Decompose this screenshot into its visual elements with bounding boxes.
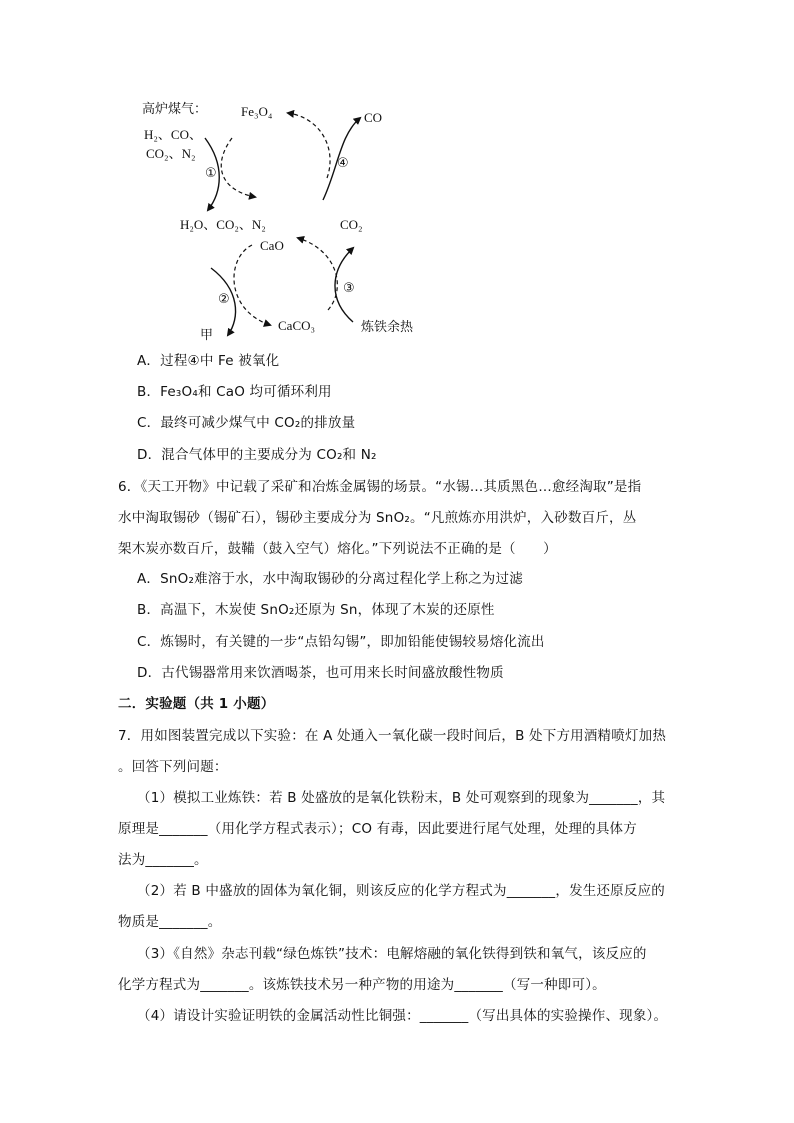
step4-label: ④ [337,156,349,171]
q7-sub1-line2: 原理是_______（用化学方程式表示）；CO 有毒，因此要进行尾气处理，处理的具体方 [118,821,637,837]
q5-option-d: D．混合气体甲的主要成分为 CO₂和 N₂ [137,447,377,463]
fe3o4-cycle-arc-right [288,113,330,178]
q6-option-a: A．SnO₂难溶于水，水中淘取锡砂的分离过程化学上称之为过滤 [137,571,523,587]
furnace-gas-components-2: CO₂、N₂ [146,146,196,161]
q7-sub2-line1: （2）若 B 中盛放的固体为氧化铜，则该反应的化学方程式为_______，发生还原反应的 [137,883,665,899]
ironmaking-waste-heat-label: 炼铁余热 [361,320,414,335]
co-label: CO [364,110,383,125]
q7-sub4-line1: （4）请设计实验证明铁的金属活动性比铜强：_______（写出具体的实验操作、现象）。 [137,1008,668,1024]
cao-label: CaO [260,238,284,253]
furnace-gas-title: 高炉煤气： [142,102,208,117]
cao-cycle-arc-right [298,238,337,310]
fe3o4-cycle-arc-left [221,138,255,197]
step1-products-label: H₂O、CO₂、N₂ [180,217,266,232]
q6-option-b: B．高温下，木炭使 SnO₂还原为 Sn，体现了木炭的还原性 [137,602,495,618]
q5-option-a: A．过程④中 Fe 被氧化 [137,353,280,369]
q6-option-c: C．炼锡时，有关键的一步“点铅勾锡”，即加铅能使锡较易熔化流出 [137,634,545,650]
cao-cycle-arc-left [234,245,270,325]
caco3-label: CaCO₃ [278,318,316,333]
q7-stem-line1: 7．用如图装置完成以下实验：在 A 处通入一氧化碳一段时间后，B 处下方用酒精喷灯加热 [118,728,667,744]
q6-stem-line2: 水中淘取锡砂（锡矿石），锡砂主要成分为 SnO₂。“凡煎炼亦用洪炉，入砂数百斤，丛 [118,510,637,526]
q5-option-b: B．Fe₃O₄和 CaO 均可循环利用 [137,384,332,400]
gas-jia-label: 甲 [200,328,214,343]
q7-stem-line2: 。回答下列问题： [118,759,228,775]
fe3o4-label: Fe₃O₄ [241,104,273,119]
q7-sub3-line2: 化学方程式为_______。该炼铁技术另一种产物的用途为_______（写一种即可）。 [118,977,606,993]
q6-option-d: D．古代锡器常用来饮酒喝茶，也可用来长时间盛放酸性物质 [137,665,504,681]
furnace-gas-components-1: H₂、CO、 [144,127,202,142]
q7-sub1-line3: 法为_______。 [118,852,208,868]
co2-label: CO₂ [340,217,363,232]
step1-label: ① [205,166,217,181]
q7-sub1-line1: （1）模拟工业炼铁：若 B 处盛放的是氧化铁粉末，B 处可观察到的现象为_______，其 [137,790,666,806]
q5-option-c: C．最终可减少煤气中 CO₂的排放量 [137,415,356,431]
q6-stem-line1: 6．《天工开物》中记载了采矿和冶炼金属锡的场景。“水锡…其质黑色…愈经淘取”是指 [118,479,642,495]
step3-label: ③ [343,281,355,296]
diagram-arrows [0,0,794,345]
q6-stem-line3: 架木炭亦数百斤，鼓鞴（鼓入空气）熔化。”下列说法不正确的是（ ） [118,541,557,557]
reaction-cycle-diagram [0,0,794,345]
q7-sub3-line1: （3）《自然》杂志刊载“绿色炼铁”技术：电解熔融的氧化铁得到铁和氧气，该反应的 [137,946,647,962]
section-title-experiment: 二．实验题（共 1 小题） [118,696,275,712]
step2-label: ② [218,292,230,307]
q7-sub2-line2: 物质是_______。 [118,914,222,930]
